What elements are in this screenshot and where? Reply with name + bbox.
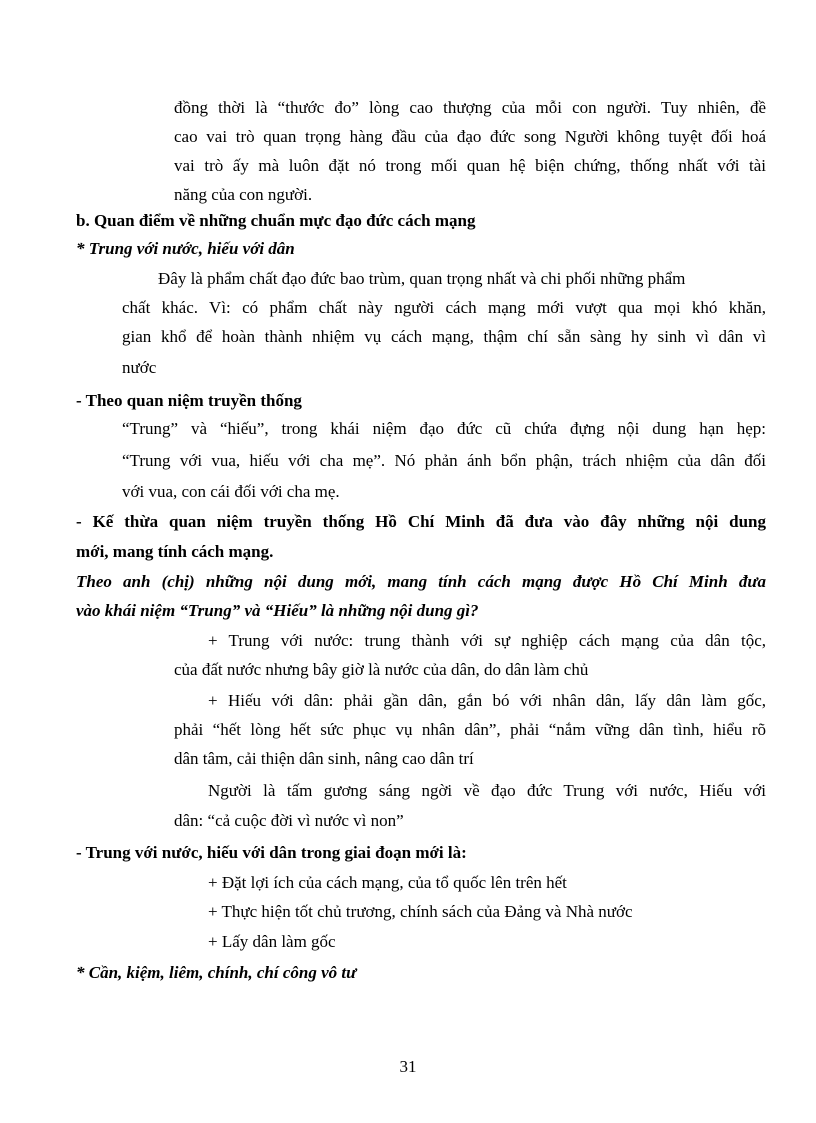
tam-guong-line-1: Người là tấm gương sáng ngời về đạo đức Trung với nước, Hiếu với bbox=[208, 781, 766, 800]
ke-thua-line-1: - Kế thừa quan niệm truyền thống Hồ Chí Minh đã đưa vào đây những nội dung bbox=[76, 512, 766, 531]
bullet-item-1: + Đặt lợi ích của cách mạng, của tổ quốc lên trên hết bbox=[208, 873, 567, 892]
bullet-item-3: + Lấy dân làm gốc bbox=[208, 932, 336, 951]
ke-thua-line-2: mới, mang tính cách mạng. bbox=[76, 542, 274, 561]
section-b-heading: b. Quan điểm về những chuẩn mực đạo đức cách mạng bbox=[76, 211, 476, 230]
para-pham-chat-line-2: chất khác. Vì: có phẩm chất này người cách mạng mới vượt qua mọi khó khăn, bbox=[122, 298, 766, 317]
trung-voi-nuoc-line-1: + Trung với nước: trung thành với sự nghiệp cách mạng của dân tộc, bbox=[208, 631, 766, 650]
para-truyen-thong-line-1: “Trung” và “hiếu”, trong khái niệm đạo đức cũ chứa đựng nội dung hạn hẹp: bbox=[122, 419, 766, 438]
intro-line-4: năng của con người. bbox=[174, 185, 313, 204]
question-line-1: Theo anh (chị) những nội dung mới, mang tính cách mạng được Hồ Chí Minh đưa bbox=[76, 572, 766, 591]
para-pham-chat-line-3: gian khổ để hoàn thành nhiệm vụ cách mạng, thậm chí sẵn sàng hy sinh vì dân vì bbox=[122, 327, 766, 346]
intro-line-2: cao vai trò quan trọng hàng đầu của đạo đức song Người không tuyệt đối hoá bbox=[174, 127, 766, 146]
subheading-can-kiem: * Cần, kiệm, liêm, chính, chí công vô tư bbox=[76, 963, 357, 982]
page-number: 31 bbox=[399, 1057, 417, 1076]
subheading-trung-hieu: * Trung với nước, hiếu với dân bbox=[76, 239, 295, 258]
para-pham-chat-line-4: nước bbox=[122, 358, 157, 377]
bullet-item-2: + Thực hiện tốt chủ trương, chính sách của Đảng và Nhà nước bbox=[208, 902, 633, 921]
theo-quan-niem-heading: - Theo quan niệm truyền thống bbox=[76, 391, 302, 410]
tam-guong-line-2: dân: “cả cuộc đời vì nước vì non” bbox=[174, 811, 404, 830]
hieu-voi-dan-line-1: + Hiếu với dân: phải gần dân, gắn bó với nhân dân, lấy dân làm gốc, bbox=[208, 691, 766, 710]
trung-voi-nuoc-line-2: của đất nước nhưng bây giờ là nước của dân, do dân làm chủ bbox=[174, 660, 589, 679]
giai-doan-moi-heading: - Trung với nước, hiếu với dân trong giai đoạn mới là: bbox=[76, 843, 467, 862]
para-truyen-thong-line-3: với vua, con cái đối với cha mẹ. bbox=[122, 482, 340, 501]
intro-line-1: đồng thời là “thước đo” lòng cao thượng của mỗi con người. Tuy nhiên, đề bbox=[174, 98, 766, 117]
para-pham-chat-line-1: Đây là phẩm chất đạo đức bao trùm, quan trọng nhất và chi phối những phẩm bbox=[158, 269, 686, 288]
para-truyen-thong-line-2: “Trung với vua, hiếu với cha mẹ”. Nó phản ánh bổn phận, trách nhiệm của dân đối bbox=[122, 451, 766, 470]
hieu-voi-dan-line-3: dân tâm, cải thiện dân sinh, nâng cao dân trí bbox=[174, 749, 474, 768]
intro-line-3: vai trò ấy mà luôn đặt nó trong mối quan hệ biện chứng, thống nhất với tài bbox=[174, 156, 766, 175]
hieu-voi-dan-line-2: phải “hết lòng hết sức phục vụ nhân dân”, phải “nắm vững dân tình, hiểu rõ bbox=[174, 720, 766, 739]
question-line-2: vào khái niệm “Trung” và “Hiếu” là những nội dung gì? bbox=[76, 601, 479, 620]
